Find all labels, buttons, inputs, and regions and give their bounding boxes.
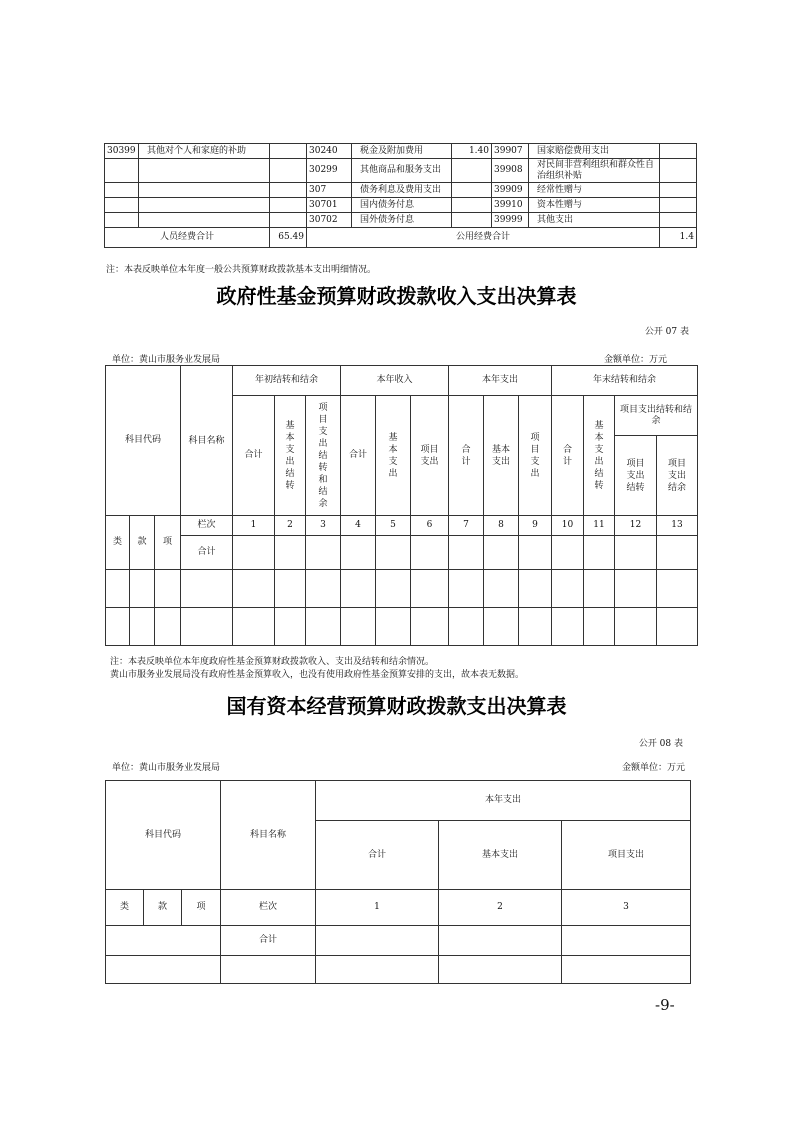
table-cell <box>270 198 307 213</box>
table-cell: 39908 <box>492 159 529 183</box>
h-basic-carry-4: 基本支出结转 <box>584 396 615 516</box>
table-cell <box>660 144 697 159</box>
public-total-value: 1.4 <box>660 228 697 248</box>
header-code: 科目代码 <box>106 366 181 516</box>
h-sum: 合计 <box>181 536 233 570</box>
table-cell: 30701 <box>307 198 352 213</box>
table-cell: 39907 <box>492 144 529 159</box>
table08-unit: 单位：黄山市服务业发展局 <box>112 763 221 773</box>
t3-col-3: 3 <box>562 890 691 926</box>
table-cell: 国家赔偿费用支出 <box>529 144 660 159</box>
gov-fund-table-title: 政府性基金预算财政拨款收入支出决算表 <box>216 284 577 308</box>
h-total-2: 合计 <box>341 396 376 516</box>
table07-amount-unit: 金额单位：万元 <box>603 355 667 365</box>
table-cell <box>270 183 307 198</box>
header-start-balance: 年初结转和结余 <box>233 366 341 396</box>
table-cell <box>105 213 139 228</box>
h-proj-jz: 项目支出结转 <box>615 436 657 516</box>
col-num: 9 <box>519 516 552 536</box>
header-end-balance: 年末结转和结余 <box>552 366 698 396</box>
table-row <box>105 213 697 228</box>
gov-fund-table <box>105 365 698 646</box>
col-num: 13 <box>657 516 698 536</box>
table1-note: 注：本表反映单位本年度一般公共预算财政拨款基本支出明细情况。 <box>106 265 377 275</box>
t3-h-basic: 基本支出 <box>439 821 562 890</box>
table-cell <box>139 213 270 228</box>
header-income: 本年收入 <box>341 366 449 396</box>
table-cell: 39909 <box>492 183 529 198</box>
table-cell: 国内债务付息 <box>352 198 452 213</box>
table-cell <box>660 183 697 198</box>
table-row <box>105 144 697 159</box>
table-cell <box>452 198 492 213</box>
table-cell <box>270 159 307 183</box>
h-xiang: 项 <box>155 516 181 570</box>
table-row <box>105 198 697 213</box>
t3-h-sum: 合计 <box>221 926 316 956</box>
h-proj-exp-2: 项目支出 <box>411 396 449 516</box>
col-num: 11 <box>584 516 615 536</box>
table-cell <box>139 198 270 213</box>
table-cell: 国外债务付息 <box>352 213 452 228</box>
state-capital-table <box>105 780 691 984</box>
table-cell: 30299 <box>307 159 352 183</box>
table-cell: 30240 <box>307 144 352 159</box>
table07-unit: 单位：黄山市服务业发展局 <box>112 355 221 365</box>
table-cell: 税金及附加费用 <box>352 144 452 159</box>
col-num: 8 <box>484 516 519 536</box>
h-lei: 类 <box>106 516 130 570</box>
t3-h-xiang: 项 <box>182 890 221 926</box>
col-num: 10 <box>552 516 584 536</box>
table-cell <box>270 144 307 159</box>
table-cell <box>452 213 492 228</box>
public-total-label: 公用经费合计 <box>307 228 660 248</box>
table-cell <box>660 198 697 213</box>
t3-header-expense: 本年支出 <box>316 781 691 821</box>
t3-h-total: 合计 <box>316 821 439 890</box>
table-cell <box>139 183 270 198</box>
col-num: 2 <box>275 516 306 536</box>
table-cell: 30399 <box>105 144 139 159</box>
h-proj-carry-4: 项目支出结转和结余 <box>615 396 698 436</box>
t3-h-proj: 项目支出 <box>562 821 691 890</box>
h-total-1: 合计 <box>233 396 275 516</box>
table08-amount-unit: 金额单位：万元 <box>621 763 685 773</box>
h-kuan: 款 <box>130 516 155 570</box>
col-num: 7 <box>449 516 484 536</box>
table-cell: 39910 <box>492 198 529 213</box>
h-basic-exp-3: 基本支出 <box>484 396 519 516</box>
col-num: 5 <box>376 516 411 536</box>
table-row <box>105 183 697 198</box>
t3-h-kuan: 款 <box>144 890 182 926</box>
table-cell: 债务利息及费用支出 <box>352 183 452 198</box>
table-cell: 1.40 <box>452 144 492 159</box>
table-cell <box>105 198 139 213</box>
t3-col-1: 1 <box>316 890 439 926</box>
t3-header-name: 科目名称 <box>221 781 316 890</box>
table08-number: 公开 08 表 <box>638 739 683 749</box>
header-name: 科目名称 <box>181 366 233 516</box>
h-basic-exp-2: 基本支出 <box>376 396 411 516</box>
col-num: 4 <box>341 516 376 536</box>
table-cell <box>660 159 697 183</box>
table-cell: 30702 <box>307 213 352 228</box>
t3-h-lei: 类 <box>106 890 144 926</box>
table07-note2: 黄山市服务业发展局没有政府性基金预算收入，也没有使用政府性基金预算安排的支出，故本表无数据。 <box>110 670 525 680</box>
h-proj-carry-1: 项目支出结转和结余 <box>306 396 341 516</box>
personnel-total-value: 65.49 <box>270 228 307 248</box>
state-capital-table-title: 国有资本经营预算财政拨款支出决算表 <box>226 694 567 718</box>
personnel-total-label: 人员经费合计 <box>105 228 270 248</box>
table-cell <box>105 159 139 183</box>
t3-header-code: 科目代码 <box>106 781 221 890</box>
table-cell: 39999 <box>492 213 529 228</box>
table07-note1: 注：本表反映单位本年度政府性基金预算财政拨款收入、支出及结转和结余情况。 <box>110 657 435 667</box>
col-num: 6 <box>411 516 449 536</box>
table-row <box>105 159 697 183</box>
col-num: 3 <box>306 516 341 536</box>
table-cell <box>105 183 139 198</box>
h-basic-carry-1: 基本支出结转 <box>275 396 306 516</box>
table-cell: 307 <box>307 183 352 198</box>
table-cell: 资本性赠与 <box>529 198 660 213</box>
col-num: 12 <box>615 516 657 536</box>
table07-number: 公开 07 表 <box>644 327 689 337</box>
table-cell: 对民间非营利组织和群众性自治组织补贴 <box>529 159 660 183</box>
h-total-3: 合计 <box>449 396 484 516</box>
col-num: 1 <box>233 516 275 536</box>
h-proj-exp-3: 项目支出 <box>519 396 552 516</box>
table-cell <box>452 183 492 198</box>
h-lanci: 栏次 <box>181 516 233 536</box>
t3-col-2: 2 <box>439 890 562 926</box>
header-expense: 本年支出 <box>449 366 552 396</box>
table-cell: 其他对个人和家庭的补助 <box>139 144 270 159</box>
table-cell: 其他支出 <box>529 213 660 228</box>
h-total-4: 合计 <box>552 396 584 516</box>
table-cell: 经常性赠与 <box>529 183 660 198</box>
t3-h-lanci: 栏次 <box>221 890 316 926</box>
table-cell <box>270 213 307 228</box>
h-proj-jy: 项目支出结余 <box>657 436 698 516</box>
basic-expenditure-table <box>104 143 697 248</box>
table-cell <box>452 159 492 183</box>
table-cell <box>139 159 270 183</box>
table-cell: 其他商品和服务支出 <box>352 159 452 183</box>
table-cell <box>660 213 697 228</box>
page-number: -9- <box>655 996 675 1014</box>
